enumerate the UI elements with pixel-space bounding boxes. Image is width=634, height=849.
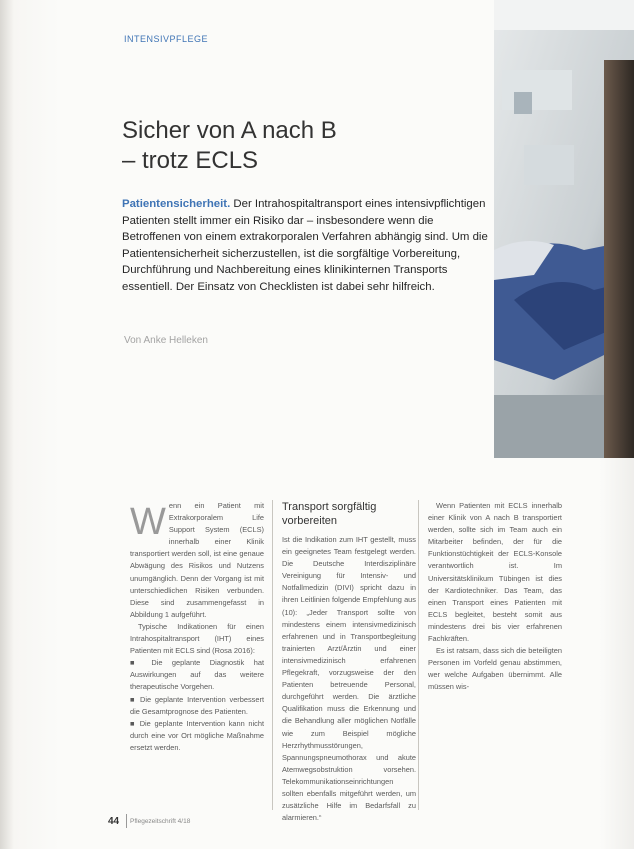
author-byline: Von Anke Helleken	[124, 335, 208, 346]
column-1-indications: Typische Indikationen für einen Intrahospitaltransport (IHT) eines Patienten mit ECLS sind (Rosa 2016):	[130, 621, 264, 656]
hospital-bed-image	[494, 0, 634, 458]
title-line-1: Sicher von A nach B	[122, 117, 337, 144]
page-number: 44	[108, 816, 120, 827]
section-label: INTENSIVPFLEGE	[124, 34, 209, 44]
lead-text: Der Intrahospitaltransport eines intensivpflichtigen Patienten stellt immer ein Risiko dar – insbesondere wenn die Betroffenen von einem extrakorporalen Verfahren abhängig sind. Um die Patientensicherheit sicherzustellen, ist die sorgfältige Vorbereitung, Durchführung und Nachbereitung eines klinikinternen Transports essentiell. Der Einsatz von Checklisten ist dabei sehr hilfreich.	[122, 198, 488, 293]
drop-cap: W	[130, 501, 166, 543]
bullet-item-2: ■ Die geplante Intervention verbessert die Gesamtprognose des Patienten.	[130, 694, 264, 716]
bullet-item-3: ■ Die geplante Intervention kann nicht durch eine vor Ort mögliche Maßnahme ersetzt werden.	[130, 718, 264, 752]
text-column-1	[130, 500, 264, 754]
column-1-intro: Wenn ein Patient mit Extrakorporalem Life Support System (ECLS) innerhalb einer Klinik transportiert werden soll, ist eine genaue Abwägung des Risikos und Nutzens unumgänglich. Denn der Vorgang ist mit unterschiedlichen Risiken verbunden. Diese sind zusammengefasst in Abbildung 1 aufgeführt.	[130, 501, 264, 619]
footer-source: Pflegezeitschrift 4/18	[130, 818, 191, 825]
section-heading: Transport sorgfältig vorbereiten	[282, 501, 377, 527]
column-divider-2	[418, 500, 419, 810]
hospital-photo	[494, 0, 634, 458]
bullet-item-1: ■ Die geplante Diagnostik hat Auswirkungen auf das weitere therapeutische Vorgehen.	[130, 658, 264, 692]
column-divider-1	[272, 500, 273, 810]
title-line-2: – trotz ECLS	[122, 147, 259, 174]
column-3-text-2: Es ist ratsam, dass sich die beteiligten Personen im Vorfeld genau abstimmen, wer welche Aufgaben übernimmt. Alle müssen wis-	[428, 646, 562, 692]
article-title	[122, 116, 482, 176]
lead-keyword: Patientensicherheit.	[122, 198, 231, 210]
text-column-3	[428, 500, 562, 694]
footer-separator	[126, 814, 127, 828]
text-column-2	[282, 500, 416, 824]
lead-paragraph	[122, 196, 492, 296]
column-3-text-1: Wenn Patienten mit ECLS innerhalb einer Klinik von A nach B transportiert werden, sollte sich im Team auch ein Mitarbeiter befinden, der für die Funktionstüchtigkeit der ECLS-Konsole verantwortlich ist. Im Universitätsklinikum Tübingen ist dies der Kardiotechniker. Das Team, das einen Transport eines Patienten mit ECLS begleitet, besteht somit aus mindestens drei bis vier erfahrenen Fachkräften.	[428, 501, 562, 644]
column-2-text: Ist die Indikation zum IHT gestellt, muss ein geeignetes Team festgelegt werden. Die Deutsche Interdisziplinäre Vereinigung für Intensiv- und Notfallmedizin (DIVI) spricht dazu in ihren Leitlinien folgende Empfehlung aus (10): „Jeder Transport sollte von mindestens einem intensivmedizinisch erfahrenen und in Transportbegleitung trainierten Arzt/Ärztin und einer intensivmedizinisch erfahrenen Pflegekraft, vorzugsweise der den Patienten betreuende Personal, durchgeführt werden. Die ärztliche Qualifikation muss die Erkennung und die Behandlung aller möglichen Notfälle wie zum Beispiel mögliche Herzrhythmusstörungen, Spannungspneumothorax und akute Atemwegsobstruktion vorsehen. Telekommunikationseinrichtungen sollten ebenfalls mitgeführt werden, um zusätzliche Hilfe im Bedarfsfall zu alarmieren.“	[282, 535, 416, 823]
